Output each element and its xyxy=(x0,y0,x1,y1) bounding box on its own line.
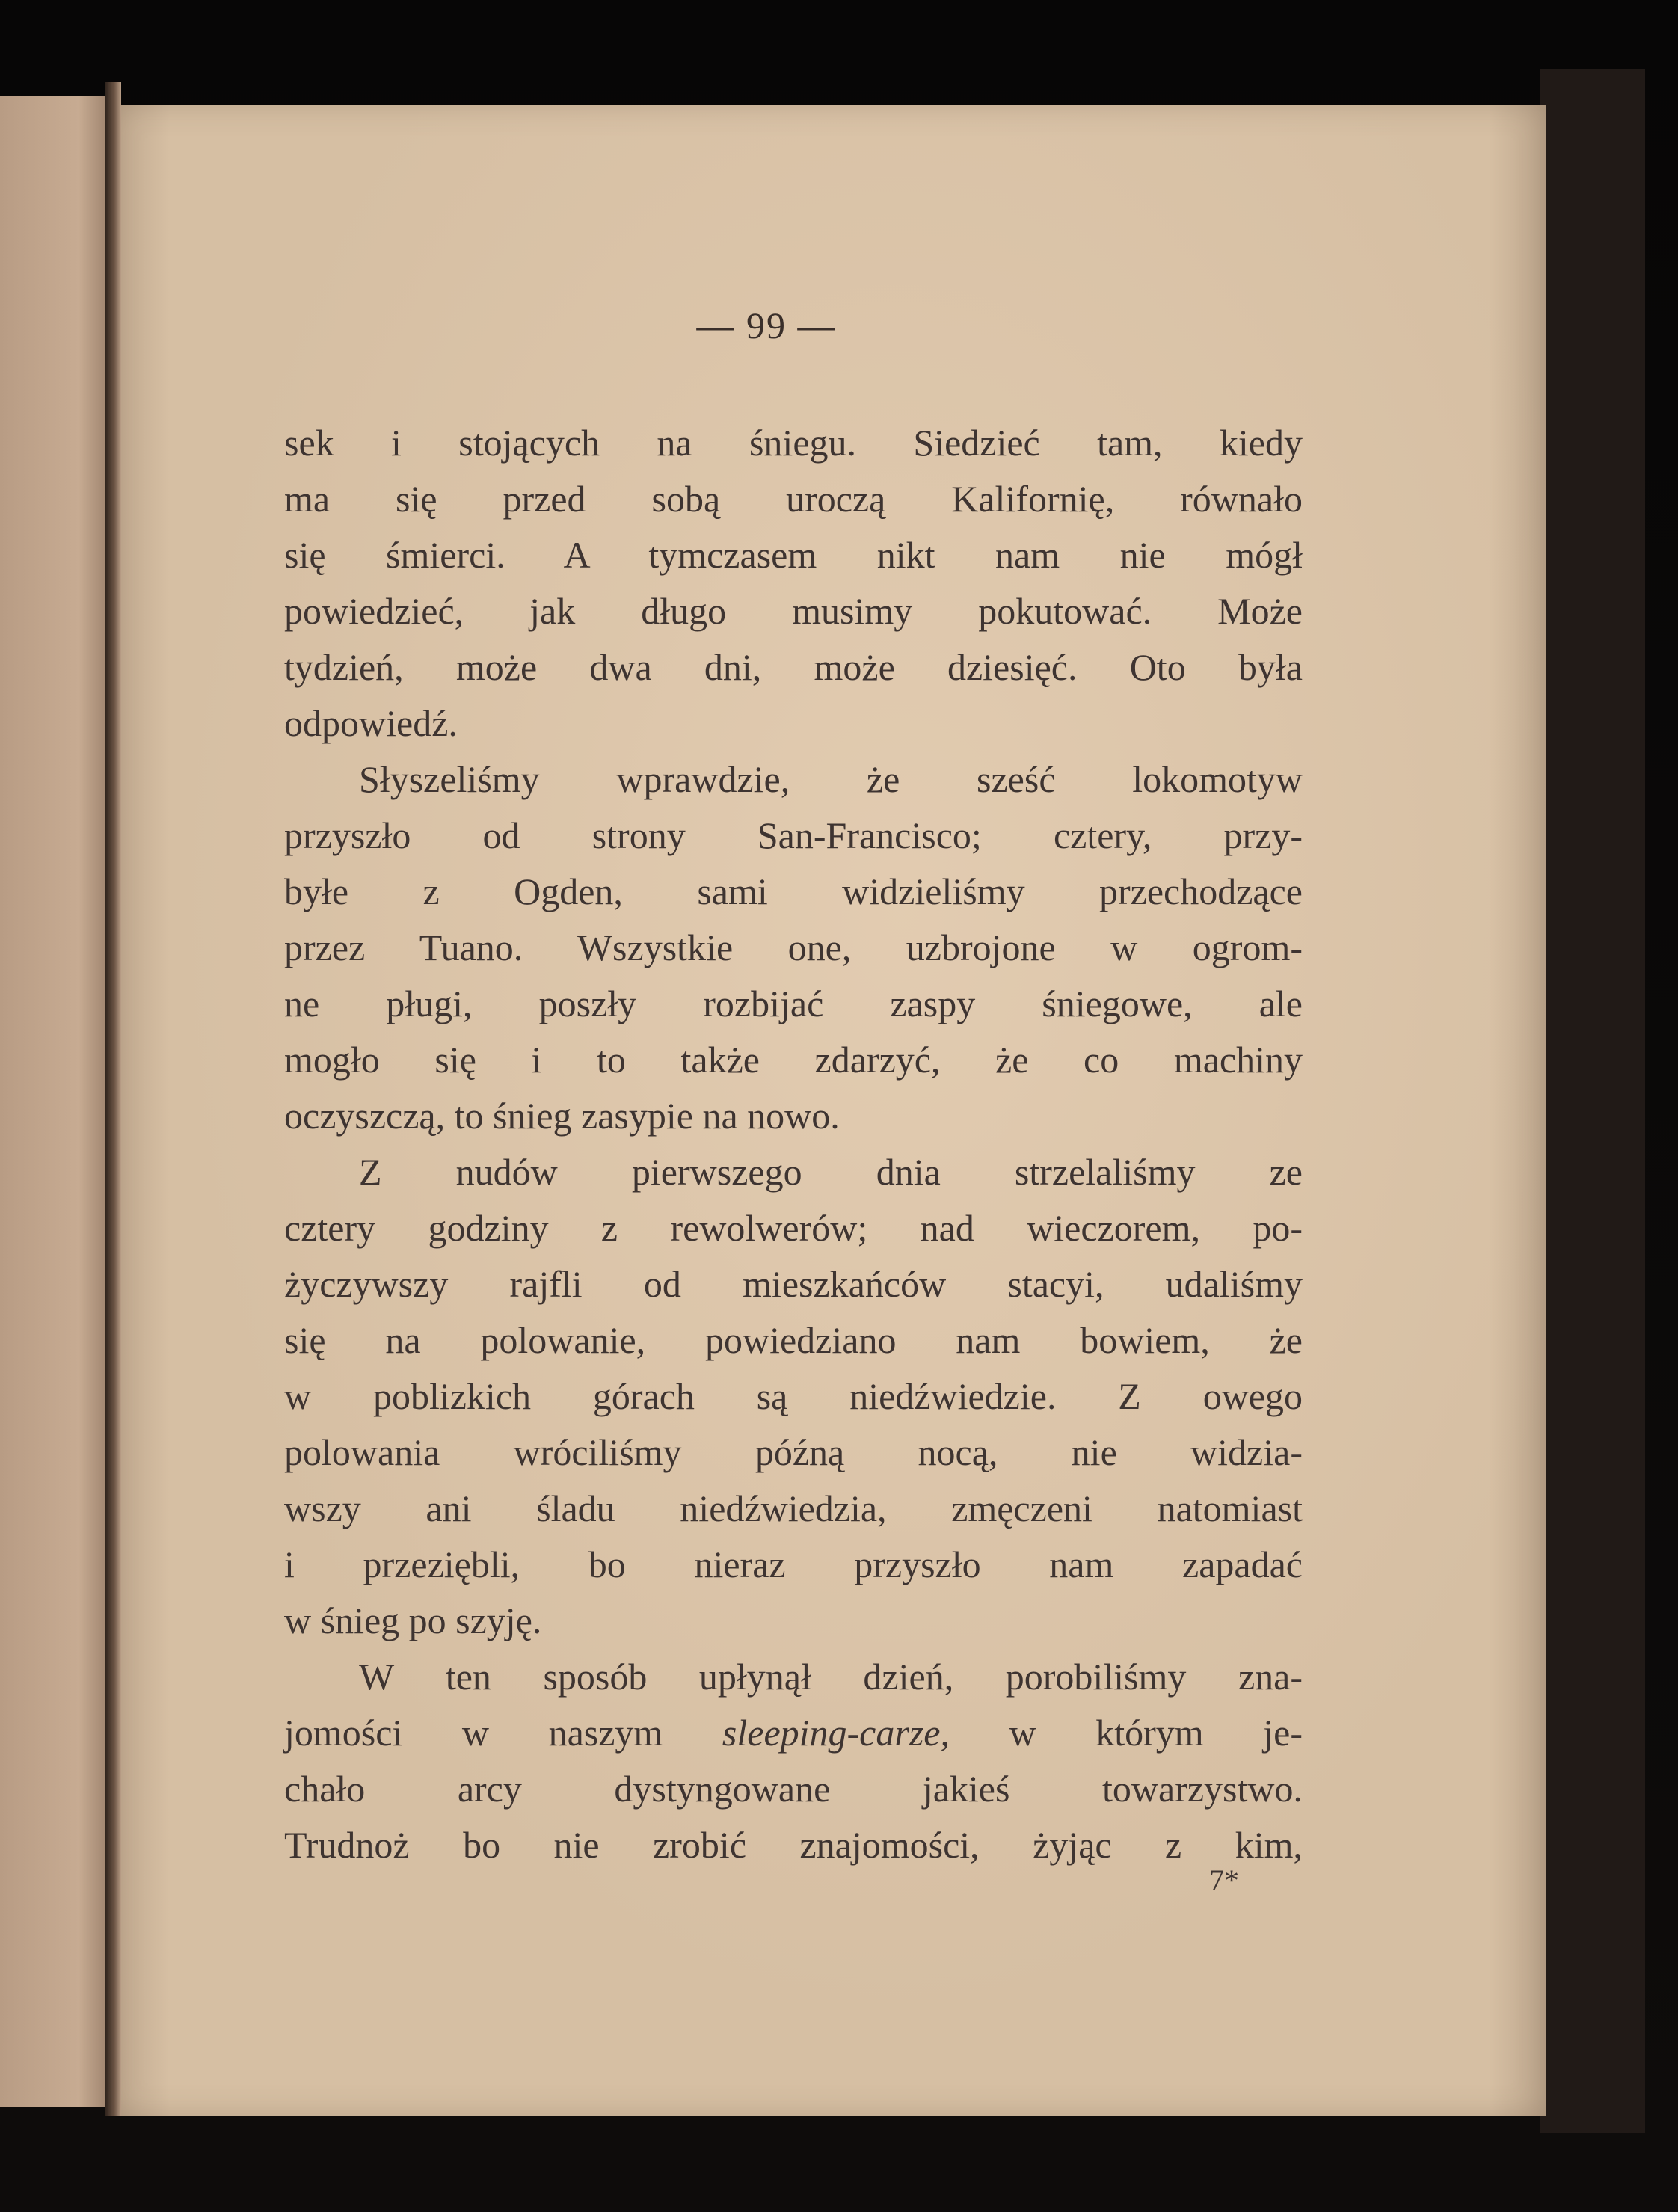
text-line: się śmierci. A tymczasem nikt nam nie mógł xyxy=(284,534,1303,576)
text-line: w poblizkich górach są niedźwiedzie. Z owego xyxy=(284,1375,1303,1417)
text-line: tydzień, może dwa dni, może dziesięć. Oto była xyxy=(284,646,1303,688)
text-line: ma się przed sobą uroczą Kalifornię, równało xyxy=(284,478,1303,520)
text-segment: w którym je- xyxy=(949,1712,1303,1754)
text-line: oczyszczą, to śnieg zasypie na nowo. xyxy=(284,1095,840,1137)
text-line: się na polowanie, powiedziano nam bowiem, że xyxy=(284,1319,1303,1361)
text-line xyxy=(284,1705,1303,1761)
page-number: — 99 — xyxy=(696,304,837,346)
body-text xyxy=(284,415,1303,1873)
text-line: Trudnoż bo nie zrobić znajomości, żyjąc z kim, xyxy=(284,1824,1303,1866)
text-line: polowania wróciliśmy późną nocą, nie widzia- xyxy=(284,1431,1303,1473)
printer-signature-mark: 7* xyxy=(1209,1864,1239,1897)
text-line: Z nudów pierwszego dnia strzelaliśmy ze xyxy=(359,1151,1303,1193)
text-line: chało arcy dystyngowane jakieś towarzystwo. xyxy=(284,1768,1303,1810)
text-line: Słyszeliśmy wprawdzie, że sześć lokomotyw xyxy=(359,758,1303,800)
text-line: w śnieg po szyję. xyxy=(284,1600,542,1641)
text-line: wszy ani śladu niedźwiedzia, zmęczeni natomiast xyxy=(284,1487,1303,1529)
text-line: byłe z Ogden, sami widzieliśmy przechodzące xyxy=(284,870,1303,912)
text-line: powiedzieć, jak długo musimy pokutować. Może xyxy=(284,590,1303,632)
text-line: W ten sposób upłynął dzień, porobiliśmy zna- xyxy=(359,1656,1303,1698)
text-line: i przeziębli, bo nieraz przyszło nam zapadać xyxy=(284,1543,1303,1585)
text-line: odpowiedź. xyxy=(284,702,458,744)
text-line: ne pługi, poszły rozbijać zaspy śniegowe, ale xyxy=(284,983,1303,1024)
italic-term: sleeping-carze, xyxy=(722,1712,950,1754)
text-line: życzywszy rajfli od mieszkańców stacyi, udaliśmy xyxy=(284,1263,1303,1305)
text-line: przyszło od strony San-Francisco; cztery, przy- xyxy=(284,814,1303,856)
text-line: mogło się i to także zdarzyć, że co machiny xyxy=(284,1039,1303,1081)
facing-page-edge xyxy=(0,96,116,2107)
book-gutter xyxy=(105,82,121,2116)
book-cover-edge xyxy=(1540,69,1645,2133)
text-segment: jomości w naszym xyxy=(284,1712,722,1754)
text-line: sek i stojących na śniegu. Siedzieć tam, kiedy xyxy=(284,422,1303,464)
text-line: przez Tuano. Wszystkie one, uzbrojone w ogrom- xyxy=(284,927,1303,968)
text-line: cztery godziny z rewolwerów; nad wieczorem, po- xyxy=(284,1207,1303,1249)
